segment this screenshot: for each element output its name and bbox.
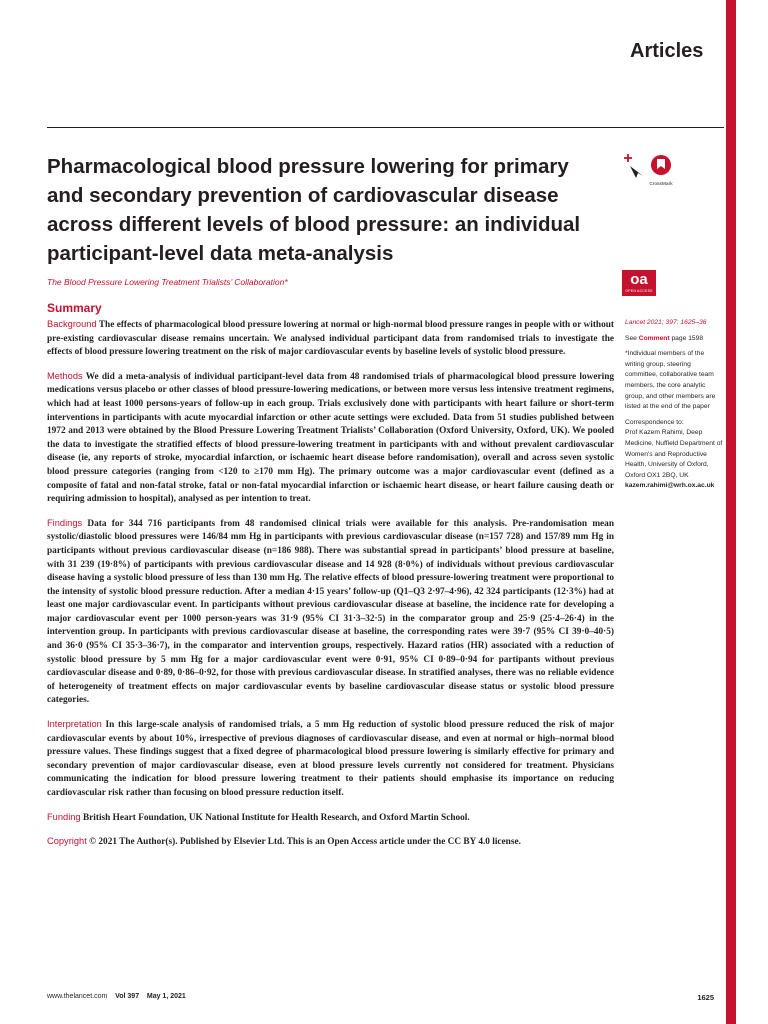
abstract-text: © 2021 The Author(s). Published by Elsevier Ltd. This is an Open Access article under the CC BY 4.0 license. <box>89 837 521 848</box>
abstract-findings <box>47 517 614 708</box>
comment-link[interactable]: Comment <box>638 334 670 342</box>
summary-heading: Summary <box>47 301 102 315</box>
abstract-label: Interpretation <box>47 719 102 730</box>
abstract-body <box>47 318 614 860</box>
oa-badge-subtext: OPEN ACCESS <box>625 289 653 293</box>
page-footer <box>47 993 714 1000</box>
abstract-copyright <box>47 835 614 850</box>
crossmark-label: CrossMark <box>649 182 673 187</box>
abstract-text: British Heart Foundation, UK National Institute for Health Research, and Oxford Martin School. <box>82 812 470 823</box>
abstract-methods <box>47 370 614 507</box>
abstract-interpretation <box>47 718 614 801</box>
abstract-label: Copyright <box>47 836 87 847</box>
abstract-funding <box>47 811 614 826</box>
abstract-text: Data for 344 716 participants from 48 randomised clinical trials were available for this analysis. Pre-randomisation mean systolic/diastolic blood pressures were 146/84 mm Hg in participants with previous cardiovascular disease (n=157 728) and 157/89 mm Hg in participants without previous cardiovascular disease (n=186 988). There was substantial spread in participants’ blood pressure at baseline, with 31 239 (19·8%) of participants with previous cardiovascular disease and 14 928 (8·0%) of individuals without previous cardiovascular disease having a systolic blood pressure of less than 130 mm Hg. The relative effects of blood pressure-lowering treatment were proportional to the intensity of systolic blood pressure reduction. After a median 4·15 years’ follow-up (Q1–Q3 2·97–4·96), 42 324 participants (12·3%) had at least one major cardiovascular event. In participants without previous cardiovascular disease at baseline, the incidence rate for developing a major cardiovascular event per 1000 person-years was 31·9 (95% CI 31·3–32·5) in the comparator group and 25·9 (25·4–26·4) in the intervention group. In participants with previous cardiovascular disease at baseline, the corresponding rates were 39·7 (95% CI 39·0–40·5) and 36·0 (95% CI 35·3–36·7), in the comparator and intervention groups, respectively. Hazard ratios (HR) associated with a reduction of systolic blood pressure by 5 mm Hg for a major cardiovascular event were 0·91, 95% CI 0·89–0·94 for partipants without previous cardiovascular disease and 0·89, 0·86–0·92, for those with previous cardiovascular disease. In stratified analyses, there was no reliable evidence of heterogeneity of treatment effects on major cardiovascular events by baseline cardiovascular disease status or systolic blood pressure categories. <box>47 518 615 706</box>
see-suffix: page 1598 <box>669 334 704 342</box>
footer-date: May 1, 2021 <box>146 993 186 1000</box>
open-access-badge <box>622 270 656 296</box>
section-label: Articles <box>630 40 704 62</box>
see-comment <box>625 334 725 345</box>
correspondence-email[interactable]: kazem.rahimi@wrh.ox.ac.uk <box>625 482 715 490</box>
abstract-text: The effects of pharmacological blood pressure lowering at normal or high-normal blood pressure ranges in people with or without pre-existing cardiovascular disease remains uncertain. We analysed individual participant data from randomised trials to investigate the effects of blood pressure lowering treatment on the risk of major cardiovascular events by baseline levels of systolic blood pressure. <box>47 320 614 358</box>
abstract-label: Findings <box>47 517 83 528</box>
oa-badge-text: oa <box>630 271 648 288</box>
see-prefix: See <box>625 334 639 342</box>
sidebar-notes <box>625 318 725 492</box>
footer-site[interactable]: www.thelancet.com <box>47 993 108 1000</box>
article-title: Pharmacological blood pressure lowering for primary and secondary prevention of cardiovascular disease across different levels of blood pressure: an individual participant-level data meta-analysis <box>47 155 581 265</box>
abstract-label: Background <box>47 319 97 329</box>
author-line: The Blood Pressure Lowering Treatment Trialists’ Collaboration* <box>47 277 288 287</box>
abstract-label: Methods <box>47 370 83 381</box>
citation-text: Lancet 2021; 397: 1625–36 <box>625 319 707 326</box>
crossmark-badge[interactable] <box>618 152 678 188</box>
abstract-label: Funding <box>47 811 81 822</box>
footer-page-number: 1625 <box>697 993 714 1002</box>
citation <box>625 318 725 329</box>
crossmark-icon <box>618 152 678 188</box>
journal-edge-bar <box>726 0 736 1024</box>
abstract-text: In this large-scale analysis of randomised trials, a 5 mm Hg reduction of systolic blood pressure reduced the risk of major cardiovascular events by about 10%, irrespective of previous diagnoses of cardiovascular disease, and even at normal or high–normal blood pressure values. These findings suggest that a fixed degree of pharmacological blood pressure lowering is similarly effective for primary and secondary prevention of major cardiovascular disease, even at blood pressure levels currently not considered for treatment. Physicians communicating the indication for blood pressure lowering treatment to their patients should emphasise its importance on reducing cardiovascular risk rather than focusing on blood pressure reduction itself. <box>47 720 614 798</box>
abstract-text: We did a meta-analysis of individual participant-level data from 48 randomised trials of pharmacological blood pressure lowering medications versus placebo or other classes of blood pressure-lowering medications, or between more versus less intensive treatment regimens, which had at least 1000 persons-years of follow-up in each group. Trials exclusively done with participants with heart failure or short-term interventions in participants with acute myocardial infarction or other acute settings were excluded. Data from 51 studies published between 1972 and 2013 were obtained by the Blood Pressure Lowering Treatment Trialists’ Collaboration (Oxford University, Oxford, UK). We pooled the data to investigate the stratified effects of blood pressure-lowering treatment in participants with and without prevalent cardiovascular disease (ie, any reports of stroke, myocardial infarction, or ischaemic heart disease before randomisation), overall and across seven systolic blood pressure categories (ranging from <120 to ≥170 mm Hg). The primary outcome was a major cardiovascular event (defined as a composite of fatal and non-fatal stroke, fatal or non-fatal myocardial infarction or ischaemic heart disease, or heart failure causing death or requiring admission to hospital), analysed as per intention to treat. <box>47 371 615 505</box>
correspondence-address: Prof Kazem Rahimi, Deep Medicine, Nuffield Department of Women’s and Reproductive Health, University of Oxford, Oxford OX1 2BQ, UK <box>625 429 723 479</box>
footer-volume: Vol 397 <box>115 993 140 1000</box>
header-rule <box>47 127 724 128</box>
abstract-background <box>47 318 614 360</box>
author-note: *Individual members of the writing group, steering committee, collaborative team members, the core analytic group, and other members are listed at the end of the paper <box>625 350 716 411</box>
correspondence-label: Correspondence to: <box>625 418 684 426</box>
